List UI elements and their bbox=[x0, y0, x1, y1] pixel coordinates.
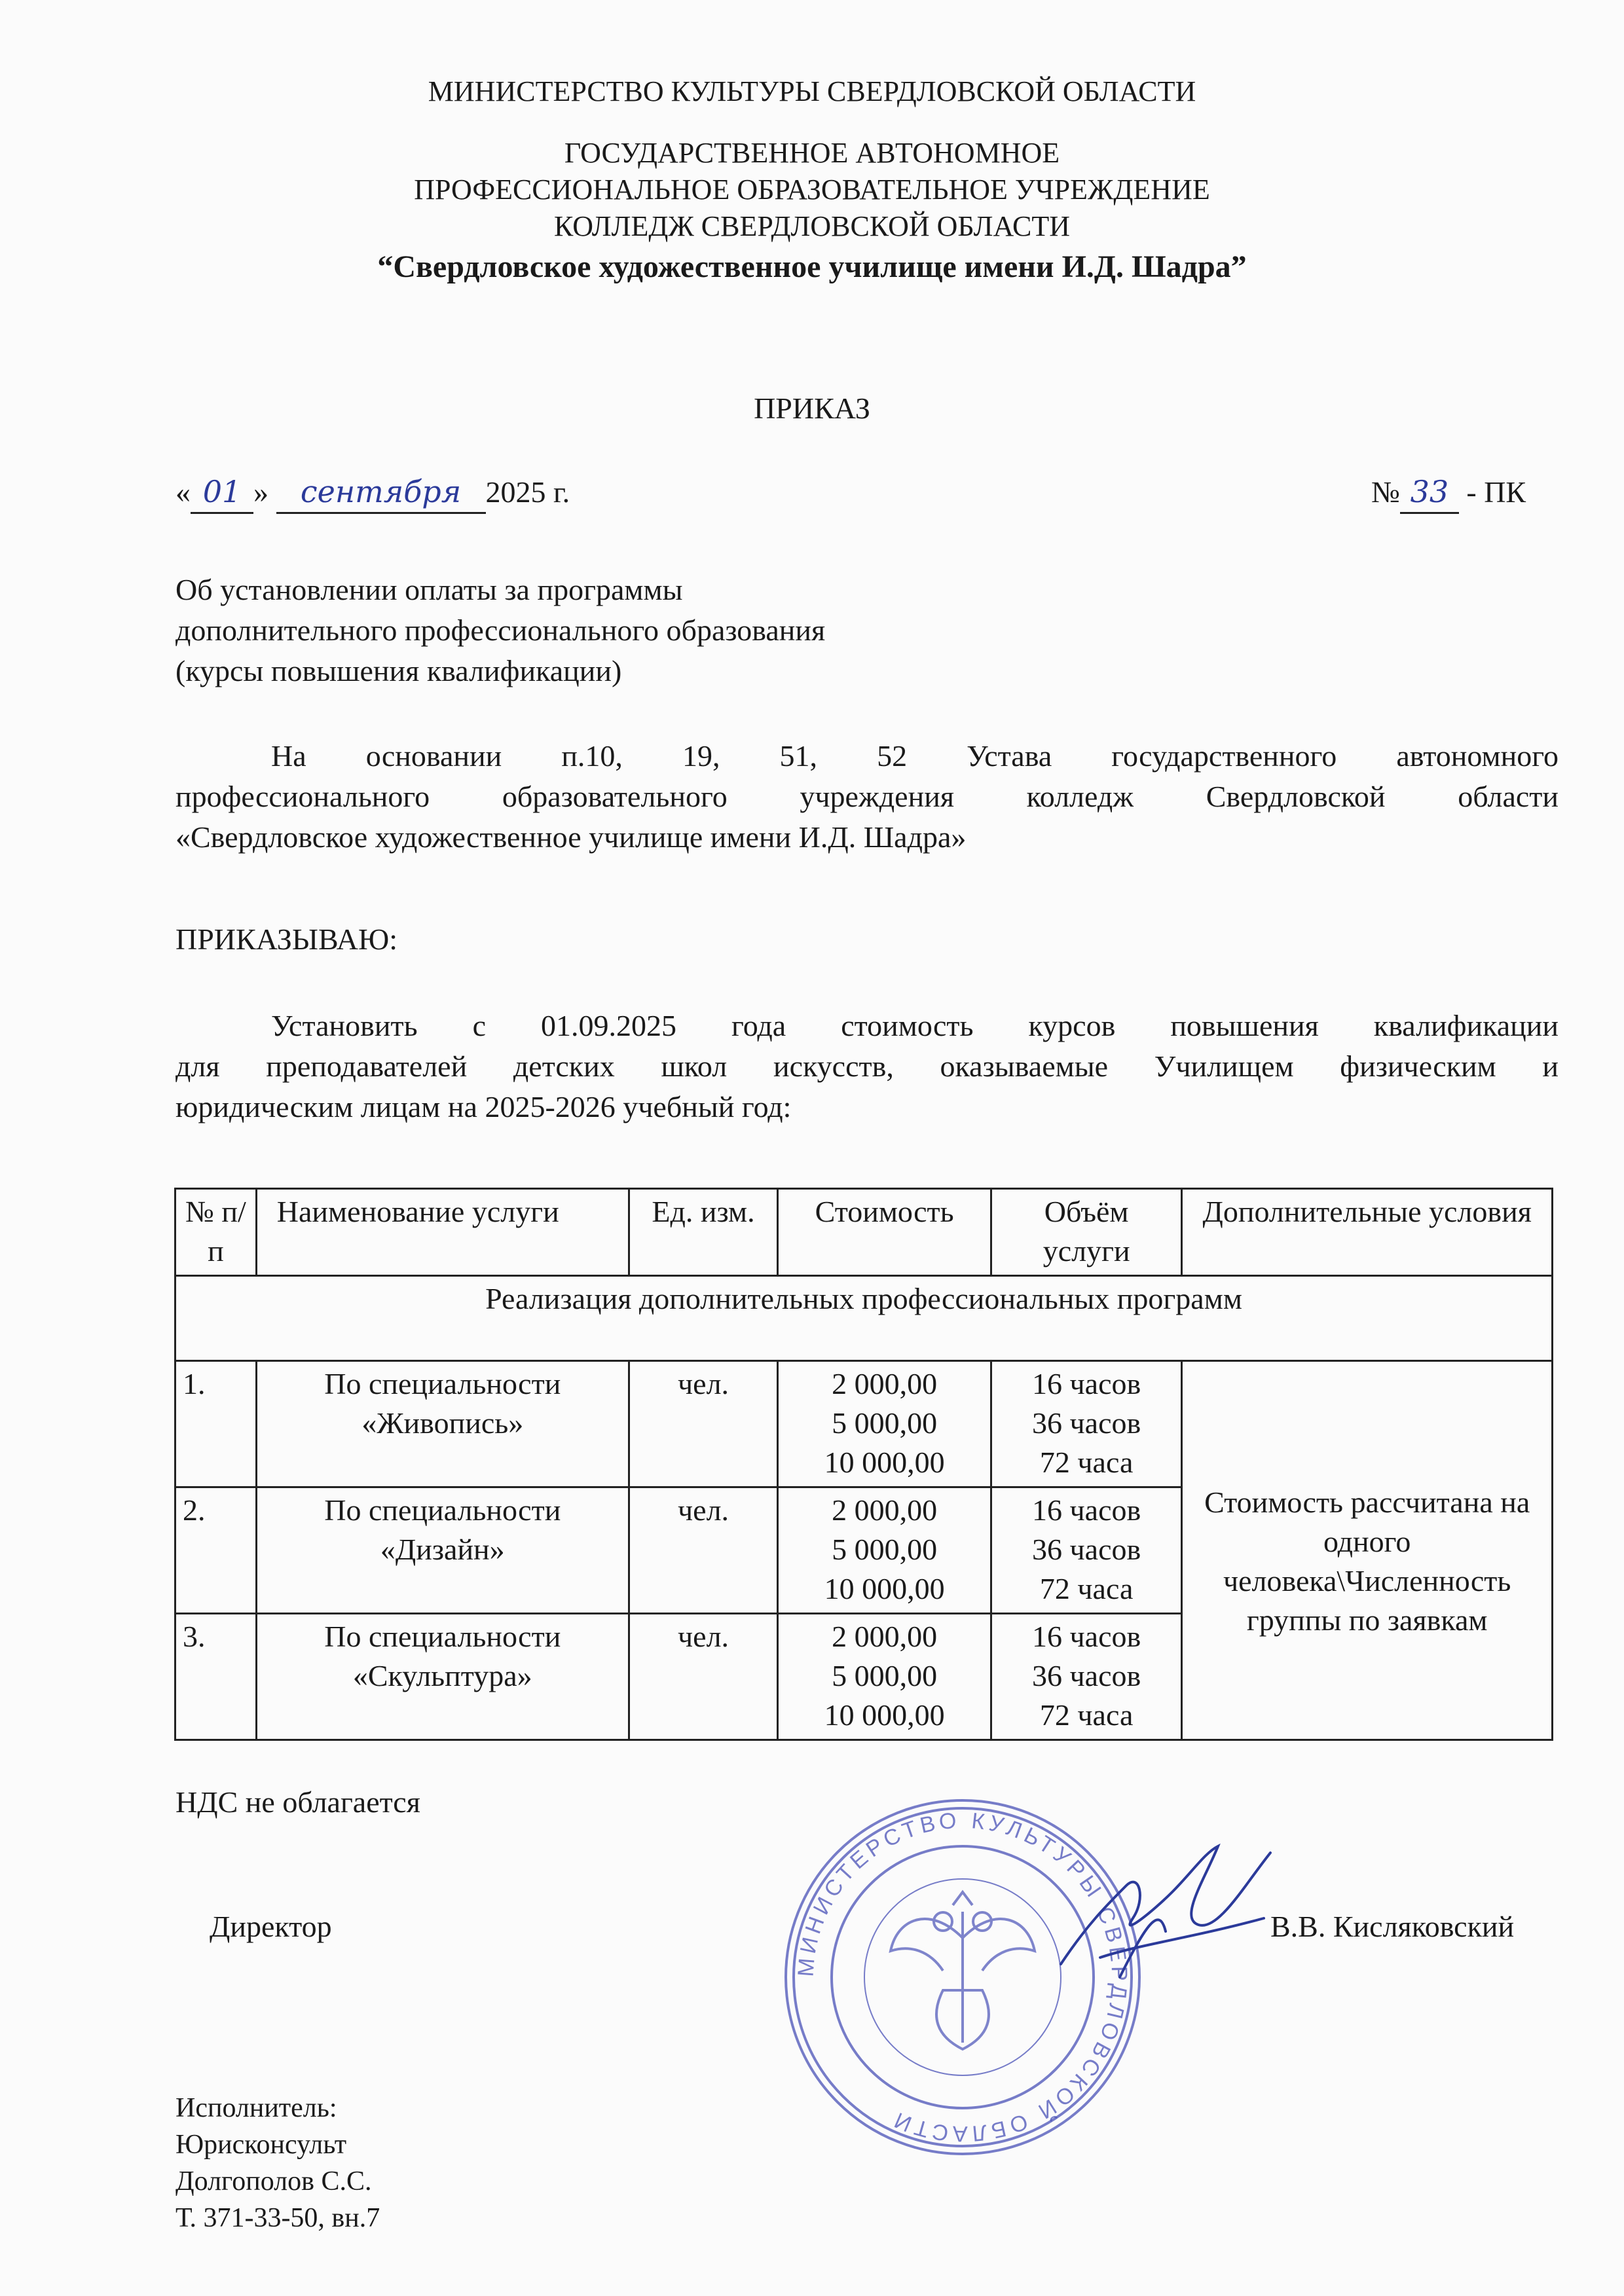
row-volumes: 16 часов 36 часов 72 часа bbox=[991, 1614, 1181, 1740]
director-position: Директор bbox=[210, 1910, 332, 1943]
row-unit: чел. bbox=[629, 1361, 778, 1487]
executor-name: Долгополов С.С. bbox=[175, 2166, 372, 2196]
stamp-text: МИНИСТЕРСТВО КУЛЬТУРЫ СВЕРДЛОВСКОЙ ОБЛАСТИ bbox=[793, 1808, 1132, 2147]
org-name: “Свердловское художественное училище имени И.Д. Шадра” bbox=[377, 249, 1247, 284]
order-title: ПРИКАЗ bbox=[754, 392, 870, 425]
basis-paragraph: На основании п.10, 19, 51, 52 Устава государственного автономного профессионального образовательного учреждения колледж Свердловской области «Свердловское художественное училище имени И.Д. Шадра» bbox=[175, 739, 1559, 854]
org-line-2: ПРОФЕССИОНАЛЬНОЕ ОБРАЗОВАТЕЛЬНОЕ УЧРЕЖДЕНИЕ bbox=[414, 173, 1210, 206]
org-line-1: ГОСУДАРСТВЕННОЕ АВТОНОМНОЕ bbox=[564, 137, 1060, 169]
date-day-handwritten: 01 bbox=[191, 471, 253, 514]
section-title: Реализация дополнительных профессиональных программ bbox=[175, 1276, 1553, 1361]
director-name: В.В. Кисляковский bbox=[1270, 1910, 1515, 1943]
header-num: № п/п bbox=[175, 1189, 257, 1276]
row-prices: 2 000,00 5 000,00 10 000,00 bbox=[778, 1614, 991, 1740]
executor-label: Исполнитель: bbox=[175, 2093, 337, 2123]
table-header-row bbox=[175, 1189, 1553, 1276]
row-prices: 2 000,00 5 000,00 10 000,00 bbox=[778, 1487, 991, 1614]
ministry-header: МИНИСТЕРСТВО КУЛЬТУРЫ СВЕРДЛОВСКОЙ ОБЛАСТИ bbox=[428, 75, 1196, 107]
header-price: Стоимость bbox=[778, 1189, 991, 1276]
order-word: ПРИКАЗЫВАЮ: bbox=[175, 922, 398, 956]
row-service: По специальности «Скульптура» bbox=[256, 1614, 629, 1740]
date-month-handwritten: сентября bbox=[276, 471, 486, 514]
row-unit: чел. bbox=[629, 1487, 778, 1614]
conditions-cell: Стоимость рассчитана на одного человека\Численность группы по заявкам bbox=[1182, 1361, 1553, 1740]
date-year: 2025 г. bbox=[485, 475, 570, 509]
subject-line-3: (курсы повышения квалификации) bbox=[175, 654, 622, 687]
executor-phone: Т. 371-33-50, вн.7 bbox=[175, 2203, 380, 2233]
row-num: 3. bbox=[175, 1614, 257, 1740]
row-service: По специальности «Живопись» bbox=[256, 1361, 629, 1487]
coat-of-arms-icon bbox=[891, 1892, 1035, 2049]
fees-table bbox=[174, 1188, 1553, 1741]
vat-note: НДС не облагается bbox=[175, 1785, 420, 1819]
header-unit: Ед. изм. bbox=[629, 1189, 778, 1276]
subject-line-1: Об установлении оплаты за программы bbox=[175, 573, 683, 606]
decree-paragraph: Установить с 01.09.2025 года стоимость курсов повышения квалификации для преподавателей детских школ искусств, оказываемые Училищем физическим и юридическим лицам на 2025-2026 учебный год: bbox=[175, 1009, 1559, 1123]
row-prices: 2 000,00 5 000,00 10 000,00 bbox=[778, 1361, 991, 1487]
executor-position: Юрисконсульт bbox=[175, 2130, 347, 2160]
row-unit: чел. bbox=[629, 1614, 778, 1740]
row-num: 2. bbox=[175, 1487, 257, 1614]
order-number: № 33 - ПК bbox=[1371, 471, 1526, 514]
row-service: По специальности «Дизайн» bbox=[256, 1487, 629, 1614]
director-signature bbox=[1048, 1827, 1283, 1997]
row-volumes: 16 часов 36 часов 72 часа bbox=[991, 1487, 1181, 1614]
row-num: 1. bbox=[175, 1361, 257, 1487]
row-volumes: 16 часов 36 часов 72 часа bbox=[991, 1361, 1181, 1487]
header-volume: Объём услуги bbox=[991, 1189, 1181, 1276]
org-line-3: КОЛЛЕДЖ СВЕРДЛОВСКОЙ ОБЛАСТИ bbox=[553, 210, 1071, 242]
subject-line-2: дополнительного профессионального образования bbox=[175, 613, 826, 647]
order-number-handwritten: 33 bbox=[1400, 471, 1459, 514]
table-row bbox=[175, 1361, 1553, 1487]
table-section-row bbox=[175, 1276, 1553, 1361]
header-conditions: Дополнительные условия bbox=[1182, 1189, 1553, 1276]
header-name: Наименование услуги bbox=[256, 1189, 629, 1276]
order-date: « 01 » сентября 2025 г. bbox=[175, 471, 570, 514]
